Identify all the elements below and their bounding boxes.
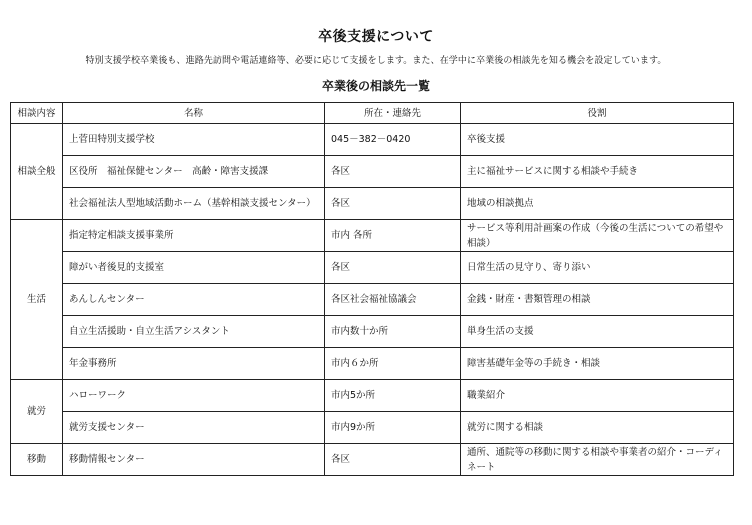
role-cell: 職業紹介: [461, 380, 734, 412]
table-row: [11, 124, 734, 156]
contact-cell: 各区: [325, 444, 461, 476]
name-cell: 上菅田特別支援学校: [63, 124, 325, 156]
table-row: [11, 380, 734, 412]
contact-cell: 市内 各所: [325, 220, 461, 252]
name-cell: 区役所 福祉保健センター 高齢・障害支援課: [63, 156, 325, 188]
table-header-row: [11, 103, 734, 124]
category-cell: 相談全般: [11, 124, 63, 220]
role-cell: 通所、通院等の移動に関する相談や事業者の紹介・コーディネート: [461, 444, 734, 476]
name-cell: 障がい者後見的支援室: [63, 252, 325, 284]
table-row: [11, 220, 734, 252]
contact-cell: 市内9か所: [325, 412, 461, 444]
contact-cell: 045－382－0420: [325, 124, 461, 156]
header-category: 相談内容: [11, 103, 63, 124]
contact-cell: 市内5か所: [325, 380, 461, 412]
category-cell: 就労: [11, 380, 63, 444]
role-cell: 主に福祉サービスに関する相談や手続き: [461, 156, 734, 188]
contact-cell: 市内６か所: [325, 348, 461, 380]
name-cell: 移動情報センター: [63, 444, 325, 476]
role-cell: 地域の相談拠点: [461, 188, 734, 220]
contact-cell: 市内数十か所: [325, 316, 461, 348]
table-title: 卒業後の相談先一覧: [321, 79, 430, 93]
category-cell: 移動: [11, 444, 63, 476]
role-cell: 金銭・財産・書類管理の相談: [461, 284, 734, 316]
table-row: [11, 284, 734, 316]
table-row: [11, 412, 734, 444]
header-role: 役割: [461, 103, 734, 124]
name-cell: 自立生活援助・自立生活アシスタント: [63, 316, 325, 348]
contact-cell: 各区社会福祉協議会: [325, 284, 461, 316]
name-cell: 就労支援センター: [63, 412, 325, 444]
category-cell: 生活: [11, 220, 63, 380]
table-row: [11, 252, 734, 284]
contact-cell: 各区: [325, 252, 461, 284]
consultation-table: [10, 102, 734, 476]
intro-text: 特別支援学校卒業後も、進路先訪問や電話連絡等、必要に応じて支援をします。また、在学中に卒業後の相談先を知る機会を設定しています。: [85, 56, 667, 66]
table-row: [11, 316, 734, 348]
table-row: [11, 444, 734, 476]
role-cell: 単身生活の支援: [461, 316, 734, 348]
table-row: [11, 156, 734, 188]
table-row: [11, 188, 734, 220]
name-cell: 社会福祉法人型地域活動ホーム（基幹相談支援センター）: [63, 188, 325, 220]
name-cell: ハローワーク: [63, 380, 325, 412]
role-cell: 日常生活の見守り、寄り添い: [461, 252, 734, 284]
name-cell: 指定特定相談支援事業所: [63, 220, 325, 252]
role-cell: 就労に関する相談: [461, 412, 734, 444]
name-cell: 年金事務所: [63, 348, 325, 380]
role-cell: 卒後支援: [461, 124, 734, 156]
header-name: 名称: [63, 103, 325, 124]
role-cell: サービス等利用計画案の作成（今後の生活についての希望や相談）: [461, 220, 734, 252]
table-row: [11, 348, 734, 380]
header-contact: 所在・連絡先: [325, 103, 461, 124]
page-title: 卒後支援について: [318, 29, 434, 45]
contact-cell: 各区: [325, 188, 461, 220]
name-cell: あんしんセンター: [63, 284, 325, 316]
contact-cell: 各区: [325, 156, 461, 188]
table-body: [11, 124, 734, 476]
role-cell: 障害基礎年金等の手続き・相談: [461, 348, 734, 380]
